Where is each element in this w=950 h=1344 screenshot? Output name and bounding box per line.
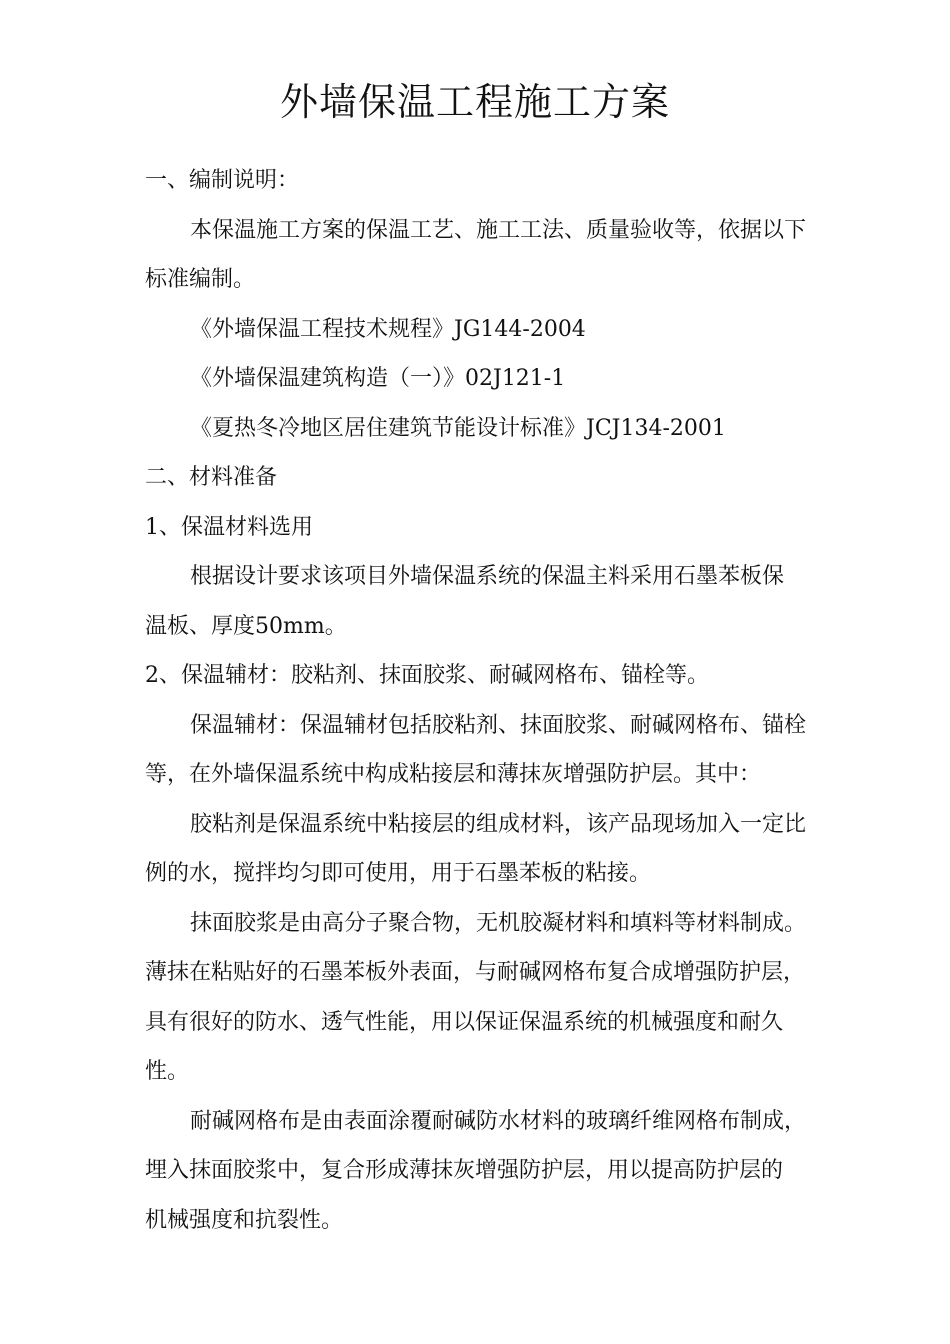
standard-reference: 《外墙保温建筑构造（一）》02J121-1	[190, 366, 566, 391]
document-body	[145, 156, 857, 1245]
paragraph-line: 性。	[145, 1059, 190, 1084]
paragraph-line: 埋入抹面胶浆中，复合形成薄抹灰增强防护层，用以提高防护层的	[145, 1158, 784, 1183]
section-heading-1: 一、编制说明：	[145, 168, 300, 193]
paragraph-line: 机械强度和抗裂性。	[145, 1207, 344, 1233]
paragraph-line: 等，在外墙保温系统中构成粘接层和薄抹灰增强防护层。其中：	[145, 762, 762, 787]
section-heading-2: 二、材料准备	[145, 465, 278, 490]
paragraph-line: 例的水，搅拌均匀即可使用，用于石墨苯板的粘接。	[145, 861, 652, 886]
paragraph-line: 耐碱网格布是由表面涂覆耐碱防水材料的玻璃纤维网格布制成，	[190, 1108, 807, 1134]
standard-reference: 《夏热冬冷地区居住建筑节能设计标准》JCJ134-2001	[190, 415, 726, 441]
paragraph-line: 薄抹在粘贴好的石墨苯板外表面，与耐碱网格布复合成增强防护层，	[145, 960, 806, 985]
paragraph-line: 具有很好的防水、透气性能，用以保证保温系统的机械强度和耐久	[145, 1009, 784, 1035]
paragraph-line: 标准编制。	[145, 267, 256, 292]
subsection-heading: 2、保温辅材：胶粘剂、抹面胶浆、耐碱网格布、锚栓等。	[145, 663, 709, 688]
paragraph-line: 保温辅材：保温辅材包括胶粘剂、抹面胶浆、耐碱网格布、锚栓	[190, 712, 807, 738]
paragraph-line: 温板、厚度50mm。	[145, 613, 347, 639]
standard-reference: 《外墙保温工程技术规程》JG144-2004	[190, 316, 586, 342]
paragraph-line: 本保温施工方案的保温工艺、施工工法、质量验收等，依据以下	[190, 217, 807, 243]
paragraph-line: 胶粘剂是保温系统中粘接层的组成材料，该产品现场加入一定比	[190, 811, 807, 837]
paragraph-line: 抹面胶浆是由高分子聚合物，无机胶凝材料和填料等材料制成。	[190, 910, 807, 936]
paragraph-line: 根据设计要求该项目外墙保温系统的保温主料采用石墨苯板保	[190, 564, 785, 589]
subsection-heading: 1、保温材料选用	[145, 514, 313, 540]
document-title: 外墙保温工程施工方案	[279, 80, 670, 124]
